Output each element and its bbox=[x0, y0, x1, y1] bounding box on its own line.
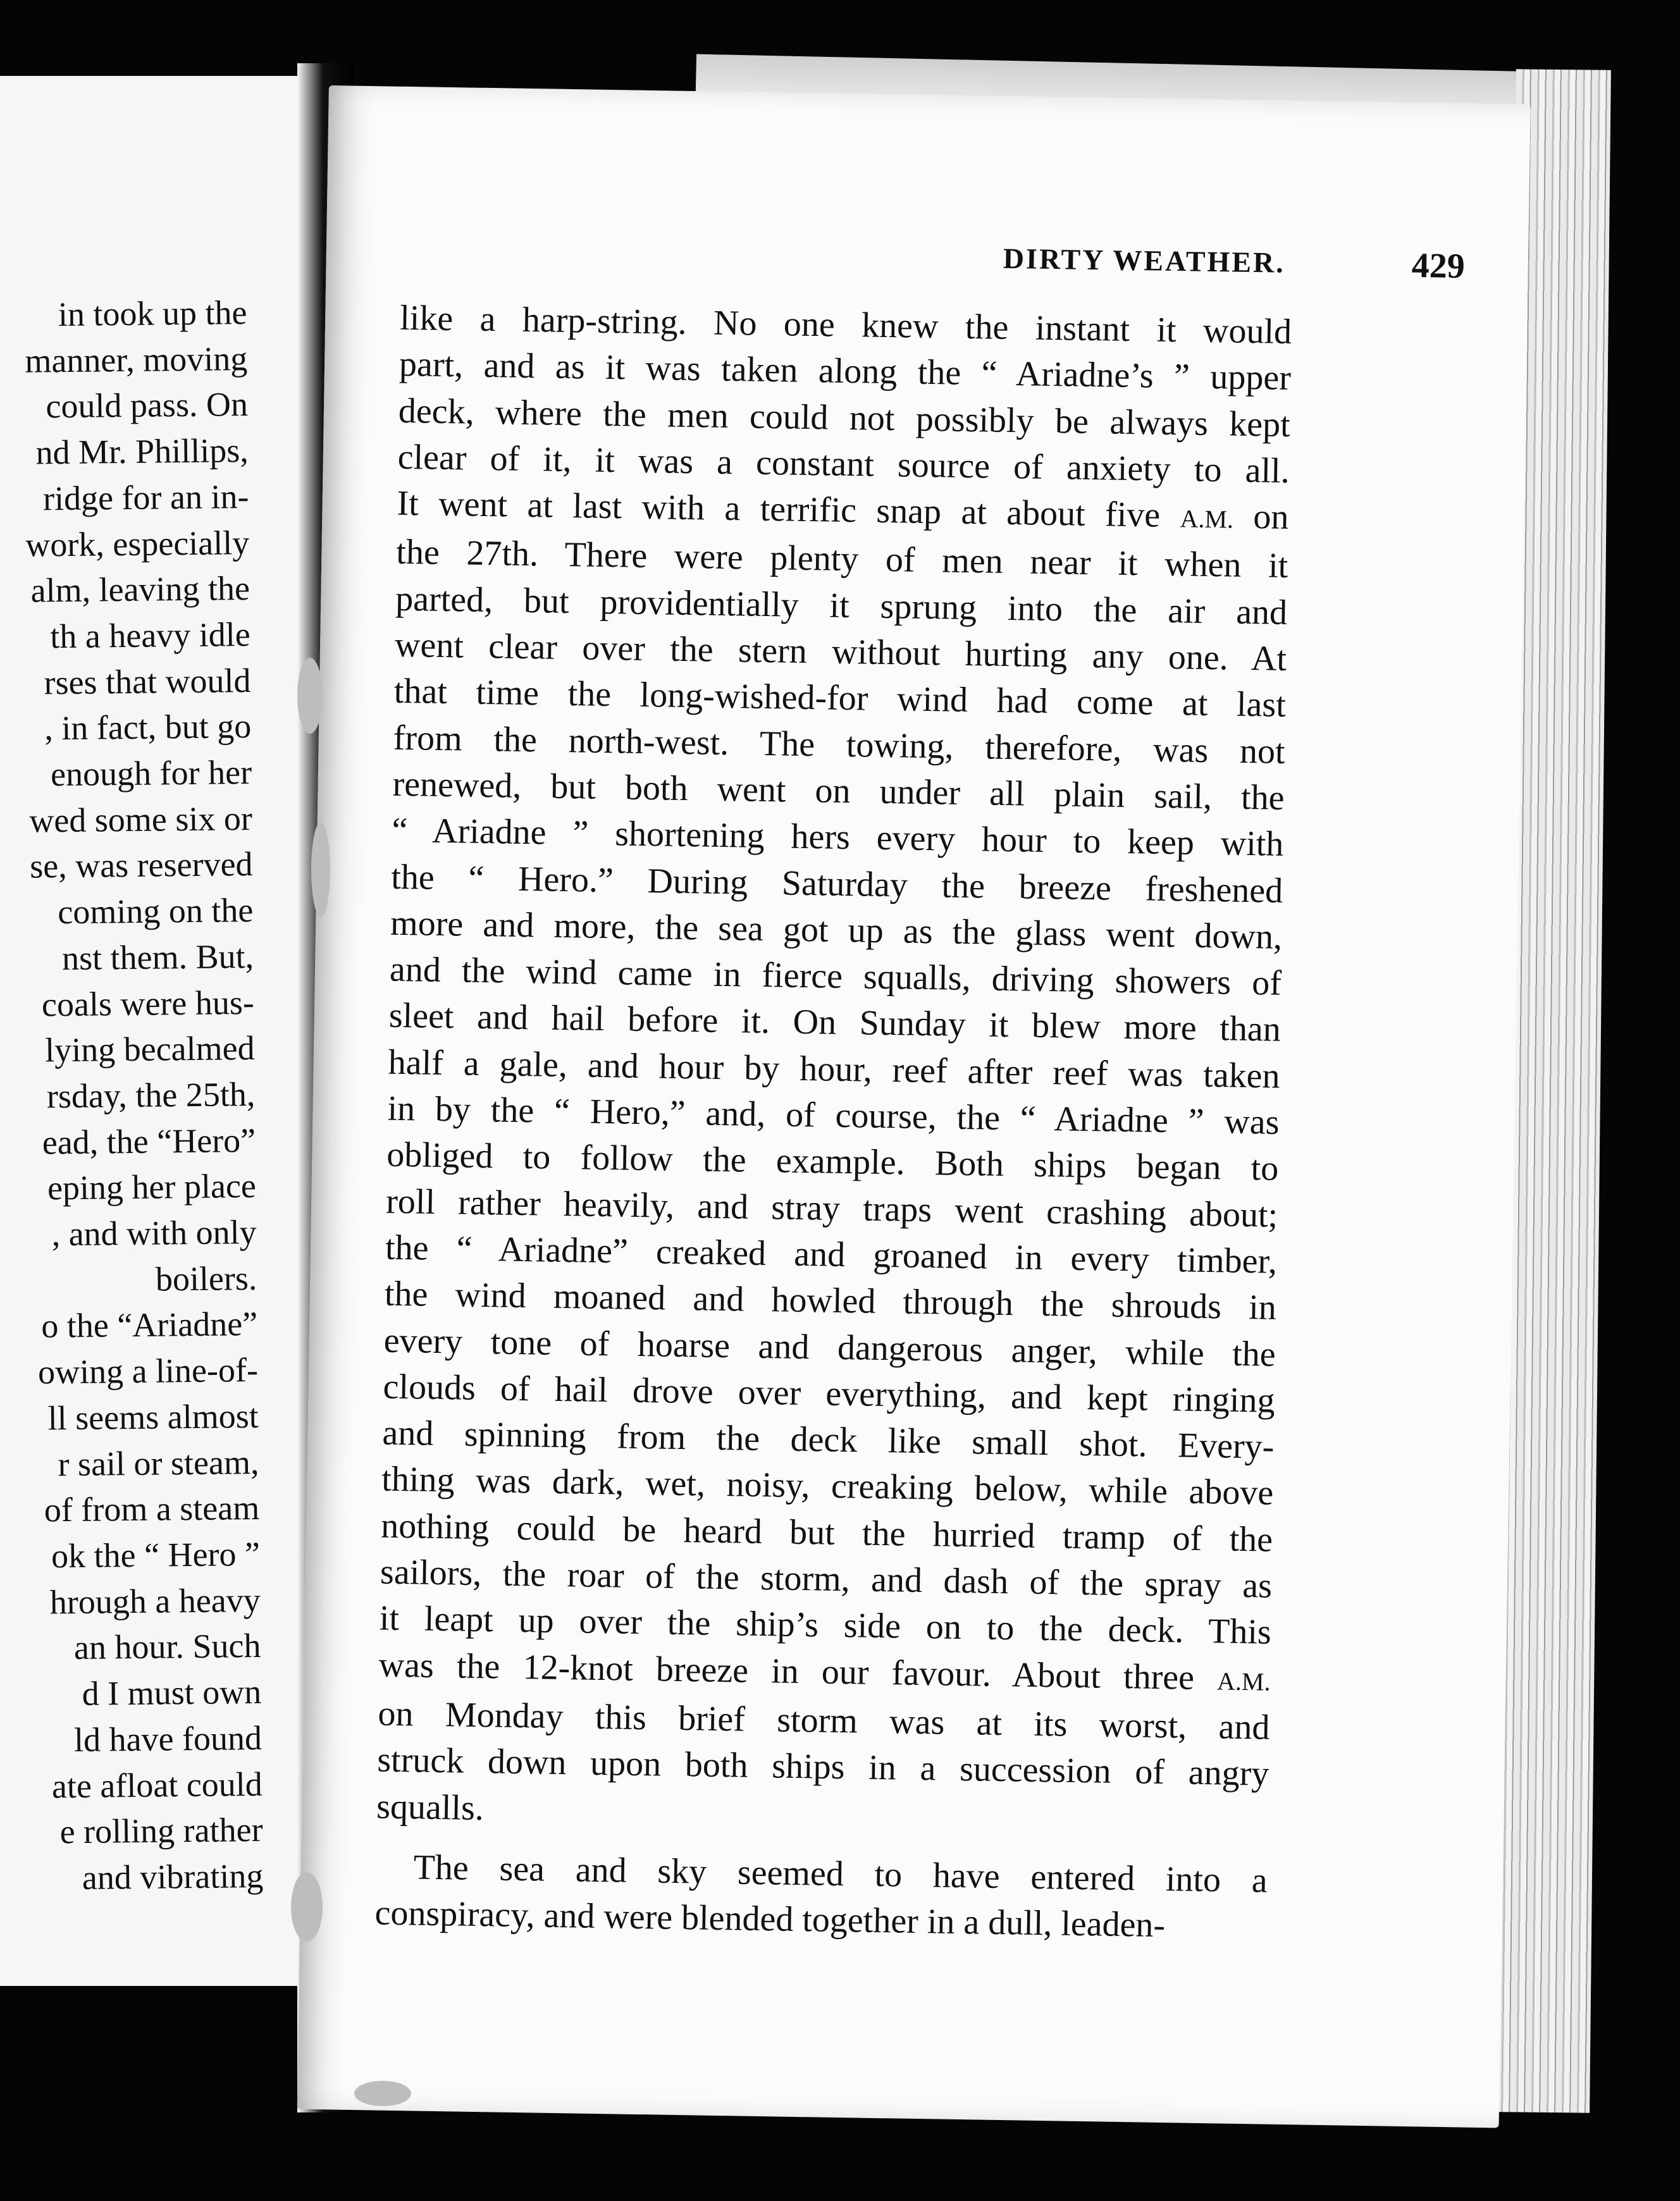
body-line: struck down upon both ships in a succession of angry bbox=[376, 1740, 1269, 1794]
body-line: the wind moaned and howled through the shrouds in bbox=[384, 1274, 1277, 1328]
body-line: sleet and hail before it. On Sunday it blew more than bbox=[388, 996, 1282, 1050]
left-page-line: wed some six or bbox=[29, 799, 253, 840]
left-page-line: owing a line-of- bbox=[37, 1351, 259, 1391]
left-page-text bbox=[0, 290, 264, 1912]
body-line: was the 12-knot breeze in our favour. About three A.M. bbox=[378, 1645, 1271, 1698]
left-page-line: alm, leaving the bbox=[30, 569, 250, 610]
left-page-line: ead, the “Hero” bbox=[42, 1121, 256, 1162]
left-page-line: se, was reserved bbox=[29, 845, 253, 886]
running-head bbox=[706, 237, 1466, 287]
scan-debris bbox=[297, 658, 323, 734]
left-page-line: d I must own bbox=[82, 1672, 262, 1713]
scan-debris bbox=[354, 2081, 411, 2106]
body-line: and spinning from the deck like small shot. Every- bbox=[382, 1413, 1275, 1467]
body-line: obliged to follow the example. Both ships began to bbox=[386, 1135, 1279, 1189]
left-page-line: in took up the bbox=[58, 293, 247, 334]
body-line: the “ Hero.” During Saturday the breeze freshened bbox=[390, 857, 1283, 911]
body-line: it leapt up over the ship’s side on to the deck. This bbox=[379, 1598, 1272, 1653]
body-line: more and more, the sea got up as the glass went down, bbox=[390, 903, 1283, 957]
body-line: on Monday this brief storm was at its worst, and bbox=[378, 1694, 1270, 1748]
left-page-line: o the “Ariadne” bbox=[41, 1305, 258, 1345]
running-head-title: DIRTY WEATHER. bbox=[1003, 242, 1286, 279]
body-line: clear of it, it was a constant source of anxiety to all. bbox=[397, 437, 1290, 491]
body-line: in by the “ Hero,” and, of course, the “ Ariadne ” was bbox=[387, 1088, 1280, 1142]
scan-debris bbox=[311, 822, 330, 917]
left-page-line: ridge for an in- bbox=[42, 477, 249, 518]
left-page-line: lying becalmed bbox=[44, 1029, 255, 1070]
left-page-line: rsday, the 25th, bbox=[46, 1075, 256, 1116]
left-page-line: , and with only bbox=[51, 1212, 257, 1254]
left-page-line: nd Mr. Phillips, bbox=[35, 431, 249, 472]
left-page-line: eping her place bbox=[47, 1167, 257, 1207]
body-line: roll rather heavily, and stray traps went crashing about; bbox=[385, 1181, 1278, 1235]
body-line: It went at last with a terrific snap at about five A.M. on bbox=[397, 483, 1289, 538]
body-line: nothing could be heard but the hurried tramp of the bbox=[380, 1506, 1273, 1560]
left-page-line: ll seems almost bbox=[47, 1396, 259, 1438]
left-page-line: ld have found bbox=[73, 1718, 262, 1759]
body-line: and the wind came in fierce squalls, driving showers of bbox=[389, 949, 1282, 1003]
left-page bbox=[0, 76, 323, 1986]
body-line: “ Ariadne ” shortening hers every hour to keep with bbox=[392, 810, 1284, 865]
body-line: half a gale, and hour by hour, reef after reef was taken bbox=[388, 1042, 1281, 1096]
body-line: renewed, but both went on under all plain sail, the bbox=[392, 764, 1285, 818]
left-page-line: and vibrating bbox=[82, 1856, 264, 1897]
body-line: the “ Ariadne” creaked and groaned in every timber, bbox=[385, 1228, 1278, 1281]
body-line: parted, but providentially it sprung into the air and bbox=[395, 579, 1288, 632]
body-line: conspiracy, and were blended together in a dull, leaden- bbox=[374, 1893, 1166, 1945]
body-line: from the north-west. The towing, therefore, was not bbox=[393, 718, 1286, 772]
left-page-line: ok the “ Hero ” bbox=[51, 1534, 261, 1575]
left-page-line: hrough a heavy bbox=[49, 1581, 261, 1622]
body-line: clouds of hail drove over everything, and kept ringing bbox=[383, 1367, 1276, 1421]
left-page-line: th a heavy idle bbox=[50, 615, 251, 656]
left-page-line: , in fact, but go bbox=[44, 707, 252, 748]
body-line: thing was dark, wet, noisy, creaking below, while above bbox=[381, 1460, 1274, 1514]
left-page-line: r sail or steam, bbox=[58, 1443, 259, 1483]
body-line: part, and as it was taken along the “ Ariadne’s ” upper bbox=[398, 345, 1292, 398]
left-page-line: coals were hus- bbox=[41, 983, 255, 1024]
body-line: The sea and sky seemed to have entered into a bbox=[413, 1847, 1268, 1901]
left-page-line: nst them. But, bbox=[61, 937, 254, 977]
body-line: every tone of hoarse and dangerous anger, while the bbox=[383, 1321, 1276, 1374]
body-line: like a harp-string. No one knew the instant it would bbox=[399, 298, 1292, 352]
right-page bbox=[297, 85, 1531, 2128]
body-line: deck, where the men could not possibly be always kept bbox=[398, 391, 1291, 445]
page-body-text bbox=[374, 295, 1292, 1951]
left-page-line: enough for her bbox=[50, 753, 252, 794]
left-page-line: ate afloat could bbox=[51, 1765, 263, 1805]
left-page-line: rses that would bbox=[44, 661, 251, 702]
page-number: 429 bbox=[1411, 245, 1466, 287]
body-line: the 27th. There were plenty of men near it when it bbox=[395, 533, 1288, 586]
left-page-line: of from a steam bbox=[44, 1489, 260, 1529]
left-page-line: an hour. Such bbox=[73, 1627, 261, 1667]
body-line: squalls. bbox=[376, 1787, 485, 1828]
body-line: sailors, the roar of the storm, and dash of the spray as bbox=[380, 1552, 1273, 1606]
left-page-line: could pass. On bbox=[46, 385, 249, 426]
left-page-line: manner, moving bbox=[25, 339, 248, 380]
body-line: that time the long-wished-for wind had come at last bbox=[393, 672, 1287, 725]
left-page-line: coming on the bbox=[58, 891, 254, 932]
body-line: went clear over the stern without hurting any one. At bbox=[394, 625, 1287, 679]
left-page-line: e rolling rather bbox=[59, 1811, 263, 1851]
scan-debris bbox=[291, 1872, 323, 1942]
left-page-line: boilers. bbox=[155, 1259, 257, 1298]
left-page-line: work, especially bbox=[25, 523, 250, 564]
